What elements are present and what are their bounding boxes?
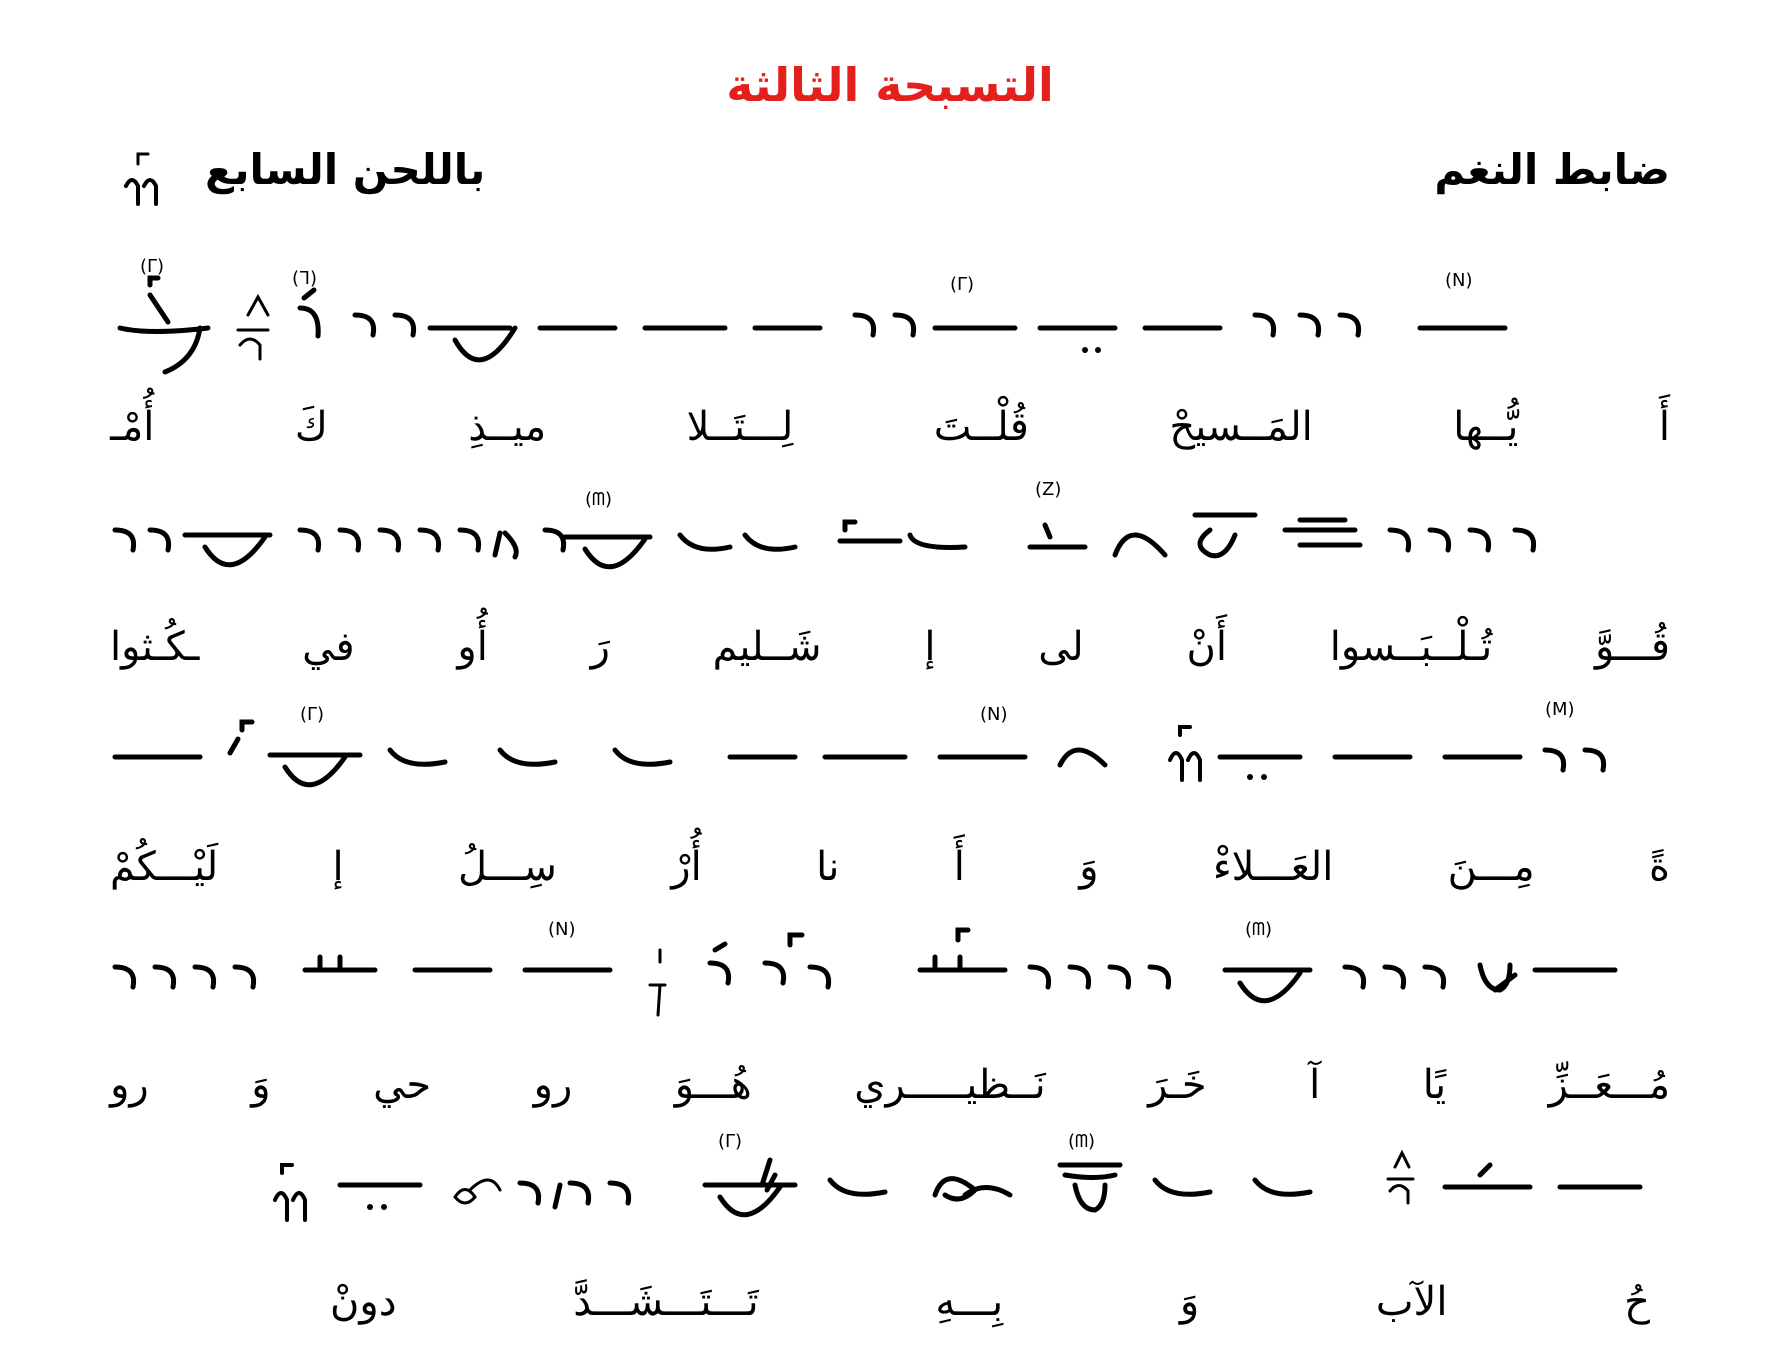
- syllable: تَـــتَـــشَـــدَّ: [573, 1279, 759, 1325]
- page-title: التسبحة الثالثة: [726, 58, 1054, 112]
- syllable: ةً: [1649, 844, 1670, 890]
- syllable: العَـــلاءْ: [1212, 844, 1334, 890]
- neume-staff-5: [0, 1125, 1780, 1235]
- syllable: المَــسيحْ: [1169, 404, 1313, 450]
- lyrics-line-4: [110, 1048, 1670, 1108]
- svg-text:(ᒥ): (ᒥ): [140, 256, 165, 277]
- lyrics-line-1: [110, 390, 1670, 450]
- syllable: ـكُـثوا: [110, 624, 200, 670]
- svg-text:(M): (M): [1545, 699, 1575, 720]
- syllable: آ: [1309, 1062, 1321, 1108]
- syllable: رَ: [590, 624, 610, 670]
- syllable: لَيْـــكُمْ: [110, 844, 219, 890]
- svg-text:(ᒥ): (ᒥ): [300, 704, 325, 725]
- lyrics-line-2: [110, 610, 1670, 670]
- syllable: أُمْـ: [110, 404, 155, 450]
- syllable: دونْ: [330, 1279, 397, 1325]
- syllable: تُـلْــبَــسوا: [1329, 624, 1493, 670]
- syllable: أُو: [457, 624, 488, 670]
- tone-label: باللحن السابع: [205, 145, 486, 194]
- syllable: وَ: [1179, 1279, 1200, 1325]
- syllable: هُـــوَ: [674, 1062, 752, 1108]
- syllable: سِـــلُ: [457, 844, 557, 890]
- syllable: نا: [816, 844, 840, 890]
- tone-sign-icon: [122, 152, 168, 212]
- syllable: شَــليم: [712, 624, 822, 670]
- syllable: حُ: [1624, 1279, 1650, 1325]
- syllable: يُّــها: [1453, 404, 1519, 450]
- syllable: في: [302, 624, 355, 670]
- syllable: لى: [1038, 624, 1084, 670]
- syllable: وَ: [251, 1062, 271, 1108]
- syllable: خَـرَ: [1148, 1062, 1207, 1108]
- syllable: رو: [533, 1062, 573, 1108]
- syllable: نَــظيـــــري: [854, 1062, 1046, 1108]
- svg-text:(N): (N): [980, 704, 1008, 725]
- syllable: مُـــعَــزِّ: [1548, 1062, 1670, 1108]
- syllable: وَ: [1079, 844, 1099, 890]
- neume-staff-4: [0, 915, 1780, 1035]
- lyrics-line-3: [110, 830, 1670, 890]
- neume-staff-2: [0, 475, 1780, 595]
- syllable: رو: [110, 1062, 149, 1108]
- syllable: إ: [924, 624, 936, 670]
- syllable: أَ: [953, 844, 965, 890]
- svg-text:(ᗰ): (ᗰ): [1068, 1131, 1096, 1152]
- syllable: لِـــتَــلا: [686, 404, 794, 450]
- svg-text:(N): (N): [548, 919, 576, 940]
- neume-staff-3: [0, 695, 1780, 815]
- syllable: قُلْــتَ: [933, 404, 1029, 450]
- svg-text:(ᒥ): (ᒥ): [718, 1131, 743, 1152]
- syllable: أَنْ: [1186, 624, 1228, 670]
- mode-label: ضابط النغم: [1434, 145, 1670, 194]
- syllable: مِـــنَ: [1447, 844, 1535, 890]
- syllable: أُرْ: [671, 844, 702, 890]
- svg-text:(Z): (Z): [1035, 479, 1062, 500]
- svg-text:(ᒥ): (ᒥ): [950, 274, 975, 295]
- syllable: أَ: [1658, 404, 1670, 450]
- svg-text:(N): (N): [1445, 270, 1473, 291]
- svg-text:(ᒣ): (ᒣ): [292, 268, 318, 289]
- lyrics-line-5: [330, 1265, 1650, 1325]
- syllable: قُـــوَّ: [1595, 624, 1670, 670]
- svg-text:(ᗰ): (ᗰ): [585, 489, 613, 510]
- syllable: كَ: [294, 404, 328, 450]
- syllable: حي: [373, 1062, 432, 1108]
- syllable: الآب: [1375, 1279, 1448, 1325]
- syllable: يًا: [1422, 1062, 1447, 1108]
- syllable: ميــذِ: [468, 404, 547, 450]
- svg-text:(ᗰ): (ᗰ): [1245, 919, 1273, 940]
- neume-staff-1: [0, 250, 1780, 380]
- syllable: إ: [332, 844, 344, 890]
- syllable: بِـــهِ: [935, 1279, 1004, 1325]
